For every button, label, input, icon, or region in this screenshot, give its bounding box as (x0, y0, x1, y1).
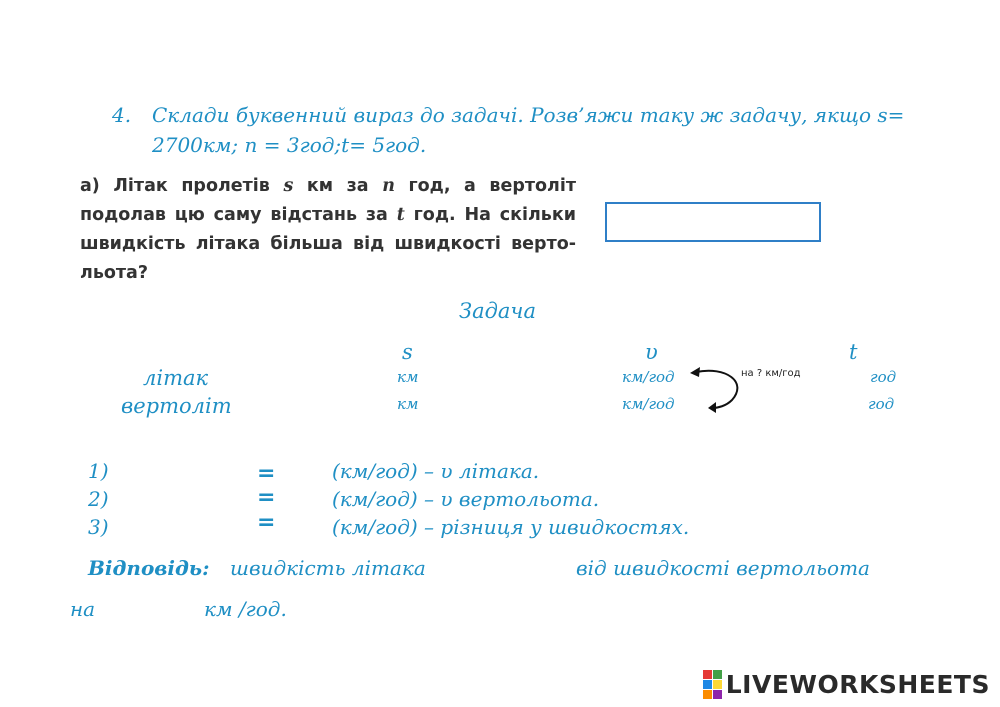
step-3-equals: = (257, 510, 276, 535)
answer-part-3: на (70, 597, 96, 621)
row-plane-v-unit: км/год (622, 368, 675, 386)
difference-note: на ? км/год (741, 368, 801, 379)
problem-line-4: льота? (80, 263, 149, 283)
row-label-helicopter: вертоліт (121, 394, 232, 418)
curved-arrow-icon (686, 362, 746, 414)
liveworksheets-logo-icon (703, 670, 722, 699)
task-text-line-2: 2700км; n = 3год;t= 5год. (152, 133, 427, 157)
answer-part-4: км /год. (204, 597, 287, 621)
column-s: s (402, 340, 413, 364)
step-2-equals: = (257, 485, 276, 510)
row-plane-s-unit: км (397, 368, 419, 386)
step-3-number: 3) (88, 515, 109, 539)
task-text-line-1: Склади буквенний вираз до задачі. Розв’яжи таку ж задачу, якщо s= (152, 103, 905, 127)
step-1-text: (км/год) – υ літака. (332, 459, 540, 483)
problem-line-3: швидкість літака більша від швидкості верто- (80, 234, 576, 254)
row-helicopter-s-unit: км (397, 395, 419, 413)
liveworksheets-logo-text: LIVEWORKSHEETS (725, 670, 990, 699)
row-label-plane: літак (143, 366, 209, 390)
answer-part-1: швидкість літака (230, 556, 426, 580)
step-2-number: 2) (88, 487, 109, 511)
liveworksheets-logo (703, 670, 990, 699)
problem-text (80, 172, 576, 288)
answer-part-2: від швидкості вертольота (576, 556, 870, 580)
row-plane-t-unit: год (870, 368, 897, 386)
task-number: 4. (112, 103, 132, 127)
step-3-text: (км/год) – різниця у швидкостях. (332, 515, 690, 539)
answer-label: Відповідь: (88, 556, 210, 580)
step-1-equals: = (257, 461, 276, 486)
row-helicopter-v-unit: км/год (622, 395, 675, 413)
expression-answer-input[interactable] (605, 202, 821, 242)
column-t: t (849, 340, 858, 364)
table-heading: Задача (459, 299, 537, 323)
step-1-number: 1) (88, 459, 109, 483)
problem-line-2: подолав цю саму відстань за t год. На скільки (80, 205, 577, 225)
step-2-text: (км/год) – υ вертольота. (332, 487, 600, 511)
column-v: υ (645, 340, 658, 364)
row-helicopter-t-unit: год (868, 395, 895, 413)
problem-line-1: а) Літак пролетів s км за n год, а вертоліт (80, 176, 577, 196)
